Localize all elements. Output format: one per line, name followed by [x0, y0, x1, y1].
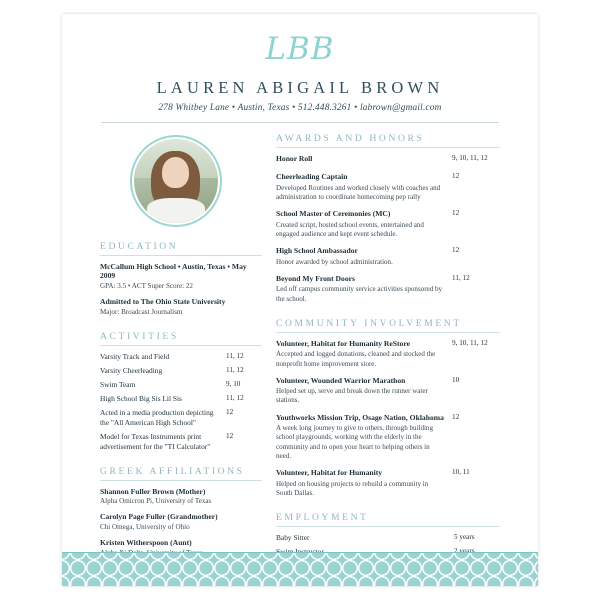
section-title-greek: GREEK AFFILIATIONS — [100, 465, 245, 477]
award-desc: Honor awarded by school administration. — [276, 257, 393, 266]
section-title-activities: ACTIVITIES — [100, 330, 179, 342]
avatar — [130, 135, 222, 227]
activity-years: 11, 12 — [226, 351, 244, 360]
section-title-employment: EMPLOYMENT — [276, 512, 369, 524]
list-item — [100, 394, 262, 404]
section-title-education: EDUCATION — [100, 241, 179, 252]
section-divider — [276, 526, 500, 527]
activity-label: Swim Team — [100, 379, 136, 389]
section-divider — [100, 480, 262, 481]
section-title-community: COMMUNITY INVOLVEMENT — [276, 317, 462, 329]
list-item — [100, 352, 262, 362]
award-years: 12 — [452, 246, 460, 255]
award-title: High School Ambassador — [276, 246, 358, 256]
community-entry — [276, 339, 500, 369]
education-major: Major: Broadcast Journalism — [100, 307, 183, 316]
education-entry — [100, 297, 262, 317]
community-years: 10, 11 — [452, 468, 470, 477]
award-entry — [276, 172, 500, 202]
employment-label: Baby Sitter — [276, 533, 310, 543]
activity-years: 9, 10 — [226, 379, 241, 388]
section-divider — [276, 332, 500, 333]
award-desc: Developed Routines and worked closely with coaches and administration to coordinate homecoming pep rally — [276, 183, 441, 202]
section-divider — [276, 147, 500, 148]
list-item — [100, 408, 262, 428]
award-years: 12 — [452, 209, 460, 218]
list-item — [100, 432, 262, 452]
education-school: McCallum High School • Austin, Texas • May 2009 — [100, 262, 247, 281]
section-divider — [100, 345, 262, 346]
resume-sheet — [62, 14, 538, 586]
community-desc: A week long journey to give to others, through building school playgrounds, working with the elderly in the community and to open your heart to helping others in need. — [276, 424, 433, 461]
portrait-photo — [134, 139, 218, 223]
activity-label: High School Big Sis Lil Sis — [100, 393, 182, 403]
award-desc: Created script, hosted school events, entertained and engaged audience and kept event schedule. — [276, 220, 424, 238]
footer-pattern-tile — [62, 552, 538, 586]
page-title: LAUREN ABIGAIL BROWN — [156, 78, 444, 97]
activity-label: Acted in a media production depicting the "All American High School" — [100, 407, 214, 427]
activity-label: Model for Texas Instruments print advertisement for the "TI Calculator" — [100, 431, 211, 451]
award-title: Beyond My Front Doors — [276, 273, 355, 283]
award-desc: Led off campus community service activities sponsored by the school. — [276, 285, 443, 303]
list-item — [100, 366, 262, 376]
monogram: LBB — [265, 31, 335, 67]
photo-face — [162, 157, 189, 187]
award-entry — [276, 246, 500, 267]
community-title: Youthworks Mission Trip, Osage Nation, Oklahoma — [276, 412, 444, 422]
award-years: 11, 12 — [452, 273, 470, 282]
community-years: 12 — [452, 412, 460, 421]
employment-duration: 5 years — [454, 533, 475, 542]
award-entry — [276, 274, 500, 304]
right-column — [276, 131, 500, 586]
greek-person: Kristen Witherspoon (Aunt) — [100, 538, 192, 548]
greek-person: Carolyn Page Fuller (Grandmother) — [100, 512, 218, 522]
activity-years: 11, 12 — [226, 365, 244, 374]
greek-entry — [100, 487, 262, 507]
community-entry — [276, 468, 500, 498]
award-entry — [276, 154, 500, 165]
two-column-layout — [62, 131, 538, 586]
award-years: 12 — [452, 172, 460, 181]
award-entry — [276, 209, 500, 239]
header-divider — [101, 122, 499, 123]
community-entry — [276, 413, 500, 462]
community-title: Volunteer, Habitat for Humanity — [276, 468, 383, 478]
award-title: Honor Roll — [276, 154, 313, 163]
greek-affiliation: Alpha Omicron Pi, University of Texas — [100, 497, 212, 506]
footer-pattern — [62, 552, 538, 586]
award-title: Cheerleading Captain — [276, 172, 348, 182]
greek-affiliation: Chi Omega, University of Ohio — [100, 522, 190, 531]
community-desc: Helped on housing projects to rebuild a community in South Dallas. — [276, 479, 429, 497]
community-title: Volunteer, Habitat for Humanity ReStore — [276, 338, 410, 348]
contact-line: 278 Whitbey Lane • Austin, Texas • 512.448.3261 • labrown@gmail.com — [158, 103, 442, 113]
resume-content — [62, 14, 538, 554]
employment-row — [276, 533, 500, 543]
footer-top-line — [62, 552, 538, 553]
community-years: 9, 10, 11, 12 — [452, 338, 488, 347]
left-column — [100, 131, 276, 586]
community-title: Volunteer, Wounded Warrior Marathon — [276, 375, 406, 385]
community-desc: Helped set up, serve and break down the runner water stations. — [276, 387, 428, 405]
community-years: 10 — [452, 375, 460, 384]
activity-label: Varsity Track and Field — [100, 351, 170, 361]
activity-label: Varsity Cheerleading — [100, 365, 163, 375]
education-entry — [100, 262, 262, 291]
activity-years: 11, 12 — [226, 393, 244, 402]
photo-dress — [147, 198, 204, 223]
education-gpa: GPA: 3.5 • ACT Super Score: 22 — [100, 281, 193, 290]
activity-years: 12 — [226, 431, 234, 440]
community-entry — [276, 376, 500, 406]
greek-person: Shannon Fuller Brown (Mother) — [100, 486, 206, 496]
award-years: 9, 10, 11, 12 — [452, 154, 488, 162]
award-title: School Master of Ceremonies (MC) — [276, 209, 391, 219]
greek-entry — [100, 512, 262, 532]
education-college: Admitted to The Ohio State University — [100, 297, 226, 307]
community-desc: Accepted and logged donations, cleaned and stocked the nonprofit home improvement store. — [276, 350, 436, 368]
section-title-awards: AWARDS AND HONORS — [276, 133, 425, 144]
section-divider — [100, 255, 262, 256]
list-item — [100, 380, 262, 390]
activity-years: 12 — [226, 407, 234, 416]
